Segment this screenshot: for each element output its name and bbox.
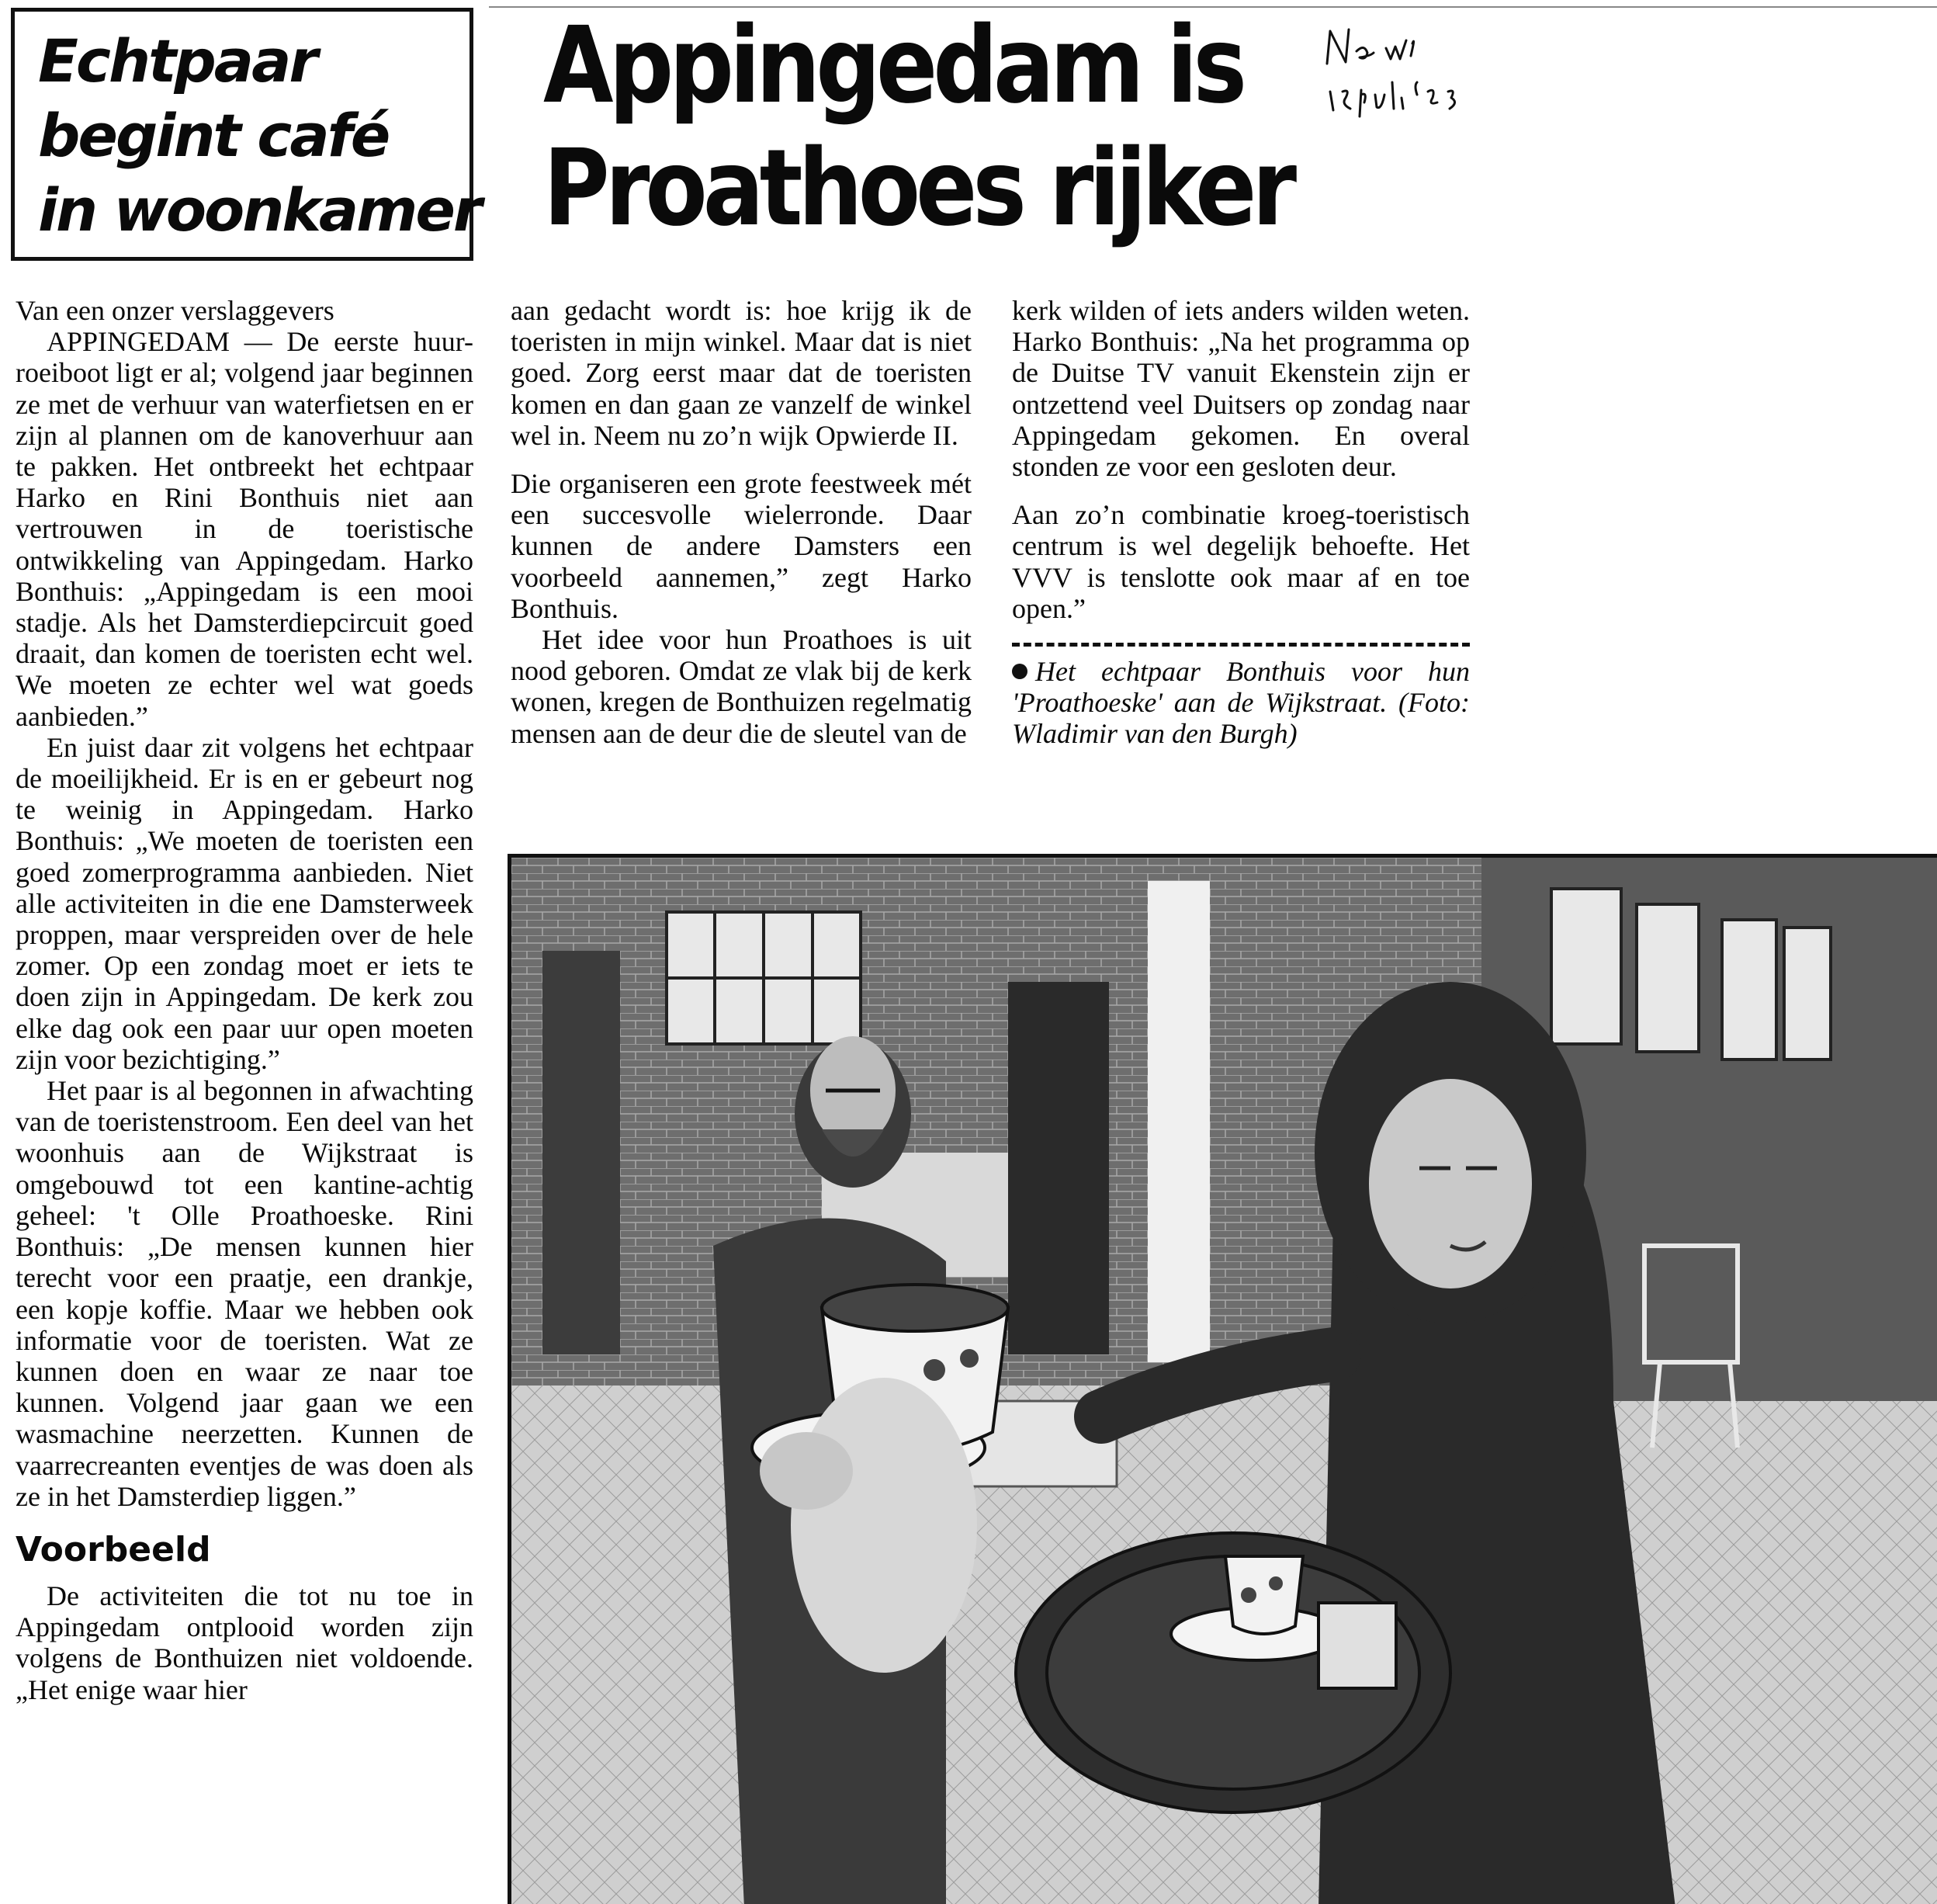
headline: [543, 5, 1291, 250]
article-paragraph: En juist daar zit volgens het echtpaar de moeilijkheid. Er is en er gebeurt nog te weinig in Appingedam. Harko Bonthuis: „We moeten de toeristen een goed zomerprogramma aanbieden. Niet alle activiteiten in die ene Damsterweek proppen, maar verspreiden over de hele zomer. Op een zondag moet er iets te doen zijn in Appingedam. De kerk zou elke dag ook een paar uur open moeten zijn voor bezichtiging.”: [16, 731, 473, 1075]
headline-line-2: Proathoes rijker: [543, 127, 1293, 250]
handwritten-note: [1319, 17, 1498, 134]
headline-line-1: Appingedam is: [543, 5, 1243, 127]
article-column-2: [511, 295, 972, 749]
article-paragraph: Het idee voor hun Proathoes is uit nood geboren. Omdat ze vlak bij de kerk wonen, kregen de Bonthuizen regelmatig mensen aan de deur die de sleutel van de: [511, 624, 972, 749]
kicker-line-2: begint café: [38, 101, 389, 170]
photo-caption-text: Het echtpaar Bonthuis voor hun 'Proathoeske' aan de Wijkstraat. (Foto: Wladimir van den Burgh): [1012, 656, 1470, 750]
article-column-1: [16, 295, 473, 1705]
article-paragraph: Aan zo’n combinatie kroeg-toeristisch centrum is wel degelijk behoefte. Het VVV is tenslotte ook maar af en toe open.”: [1012, 499, 1470, 624]
photo-illustration: [511, 858, 1937, 1904]
article-paragraph: De activiteiten die tot nu toe in Appingedam ontplooid worden zijn volgens de Bonthuizen niet voldoende. „Het enige waar hier: [16, 1580, 473, 1705]
kicker-line-1: Echtpaar: [38, 26, 316, 95]
article-paragraph: kerk wilden of iets anders wilden weten. Harko Bonthuis: „Na het programma op de Duitse TV vanuit Ekenstein zijn er ontzettend veel Duitsers op zondag naar Appingedam gekomen. En overal stonden ze voor een gesloten deur.: [1012, 295, 1470, 483]
bullet-icon: [1012, 664, 1027, 679]
kicker-line-3: in woonkamer: [38, 175, 480, 245]
article-paragraph: APPINGEDAM — De eerste huur-roeiboot ligt er al; volgend jaar beginnen ze met de verhuur van waterfietsen en er zijn al plannen om de kanoverhuur aan te pakken. Het ontbreekt het echtpaar Harko en Rini Bonthuis niet aan vertrouwen in de toeristische ontwikkeling van Appingedam. Harko Bonthuis: „Appingedam is een mooi stadje. Als het Damsterdiepcircuit goed draait, dan komen de toeristen echt wel. We moeten ze echter wel wat goeds aanbieden.”: [16, 326, 473, 732]
article-paragraph: Het paar is al begonnen in afwachting van de toeristenstroom. Een deel van het woonhuis aan de Wijkstraat is omgebouwd tot een kantine-achtig geheel: 't Olle Proathoeske. Rini Bonthuis: „De mensen kunnen hier terecht voor een praatje, een drankje, een kopje koffie. Maar we hebben ook informatie voor de toeristen. Wat ze kunnen doen en waar ze naar toe kunnen. Volgend jaar gaan we een wasmachine neerzetten. Kunnen de vaarrecreanten eventjes de was doen als ze in het Damsterdiep liggen.”: [16, 1075, 473, 1512]
subhead-voorbeeld: Voorbeeld: [16, 1529, 211, 1569]
article-paragraph: Die organiseren een grote feestweek mét een succesvolle wielerronde. Daar kunnen de andere Damsters een voorbeeld aannemen,” zegt Harko Bonthuis.: [511, 468, 972, 624]
news-photo: [508, 854, 1937, 1904]
caption-divider: [1012, 643, 1470, 647]
article-paragraph: aan gedacht wordt is: hoe krijg ik de toeristen in mijn winkel. Maar dat is niet goed. Zorg eerst maar dat de toeristen komen en dan gaan ze vanzelf de winkel wel in. Neem nu zo’n wijk Opwierde II.: [511, 295, 972, 451]
photo-caption: [1012, 656, 1470, 749]
byline: Van een onzer verslaggevers: [16, 295, 334, 326]
article-column-3: [1012, 295, 1470, 749]
kicker-box: [11, 8, 480, 261]
